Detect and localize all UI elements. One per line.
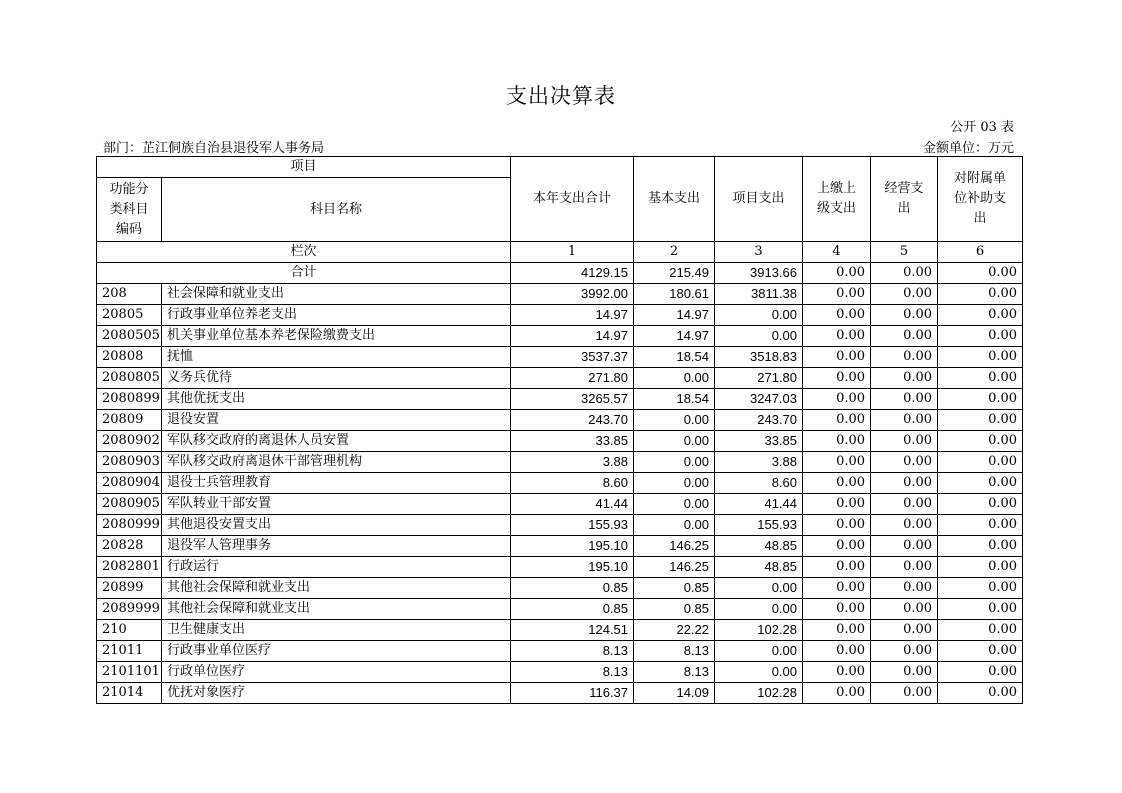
row-project: 33.85 — [715, 431, 803, 452]
row-subsidy: 0.00 — [938, 389, 1023, 410]
header-upper-line1: 上缴上 — [817, 181, 857, 196]
row-code: 2080905 — [97, 494, 162, 515]
header-subject-name: 科目名称 — [162, 178, 511, 242]
row-subsidy: 0.00 — [938, 641, 1023, 662]
table-row — [97, 557, 1023, 578]
row-business: 0.00 — [871, 599, 938, 620]
row-subsidy: 0.00 — [938, 347, 1023, 368]
table-row — [97, 431, 1023, 452]
header-subsidy-line2: 位补助支 — [954, 191, 1007, 206]
header-func-code-line1: 功能分 — [109, 181, 149, 197]
sum-upper: 0.00 — [803, 263, 871, 284]
row-basic: 14.09 — [634, 683, 715, 704]
row-total: 271.80 — [511, 368, 634, 389]
row-subject-name: 其他社会保障和就业支出 — [162, 599, 511, 620]
row-subject-name: 行政事业单位医疗 — [162, 641, 511, 662]
sum-total: 4129.15 — [511, 263, 634, 284]
table-row — [97, 473, 1023, 494]
row-subsidy: 0.00 — [938, 284, 1023, 305]
header-business — [871, 157, 938, 242]
row-total: 3537.37 — [511, 347, 634, 368]
row-subsidy: 0.00 — [938, 368, 1023, 389]
row-code: 2082801 — [97, 557, 162, 578]
table-row — [97, 389, 1023, 410]
table-row — [97, 683, 1023, 704]
row-total: 3.88 — [511, 452, 634, 473]
row-subsidy: 0.00 — [938, 557, 1023, 578]
row-subject-name: 抚恤 — [162, 347, 511, 368]
row-project: 271.80 — [715, 368, 803, 389]
row-code: 2080902 — [97, 431, 162, 452]
header-business-line1: 经营支 — [884, 181, 924, 196]
row-business: 0.00 — [871, 578, 938, 599]
row-total: 3992.00 — [511, 284, 634, 305]
row-project: 0.00 — [715, 662, 803, 683]
row-total: 33.85 — [511, 431, 634, 452]
row-total: 195.10 — [511, 557, 634, 578]
row-project: 243.70 — [715, 410, 803, 431]
row-code: 2080999 — [97, 515, 162, 536]
row-business: 0.00 — [871, 368, 938, 389]
row-upper: 0.00 — [803, 536, 871, 557]
table-row — [97, 620, 1023, 641]
row-business: 0.00 — [871, 389, 938, 410]
header-upper — [803, 157, 871, 242]
row-basic: 0.00 — [634, 452, 715, 473]
row-code: 2080805 — [97, 368, 162, 389]
row-basic: 146.25 — [634, 536, 715, 557]
row-project: 3811.38 — [715, 284, 803, 305]
row-upper: 0.00 — [803, 347, 871, 368]
row-upper: 0.00 — [803, 578, 871, 599]
table-row — [97, 641, 1023, 662]
row-basic: 22.22 — [634, 620, 715, 641]
row-project: 48.85 — [715, 536, 803, 557]
table-row — [97, 368, 1023, 389]
row-subsidy: 0.00 — [938, 305, 1023, 326]
row-total: 41.44 — [511, 494, 634, 515]
row-total: 0.85 — [511, 578, 634, 599]
row-total: 8.60 — [511, 473, 634, 494]
header-func-code-line2: 类科目 — [109, 201, 149, 217]
row-subsidy: 0.00 — [938, 431, 1023, 452]
row-subsidy: 0.00 — [938, 578, 1023, 599]
row-basic: 0.00 — [634, 431, 715, 452]
row-total: 155.93 — [511, 515, 634, 536]
row-total: 124.51 — [511, 620, 634, 641]
row-basic: 14.97 — [634, 305, 715, 326]
column-label: 栏次 — [97, 242, 511, 263]
row-subject-name: 军队转业干部安置 — [162, 494, 511, 515]
row-basic: 18.54 — [634, 389, 715, 410]
row-subject-name: 军队移交政府的离退休人员安置 — [162, 431, 511, 452]
row-subject-name: 机关事业单位基本养老保险缴费支出 — [162, 326, 511, 347]
table-row — [97, 326, 1023, 347]
table-row — [97, 494, 1023, 515]
row-project: 41.44 — [715, 494, 803, 515]
row-subject-name: 行政运行 — [162, 557, 511, 578]
row-upper: 0.00 — [803, 683, 871, 704]
row-subsidy: 0.00 — [938, 515, 1023, 536]
row-project: 102.28 — [715, 683, 803, 704]
header-business-line2: 出 — [897, 201, 911, 216]
row-business: 0.00 — [871, 494, 938, 515]
header-basic: 基本支出 — [634, 157, 715, 242]
row-upper: 0.00 — [803, 599, 871, 620]
header-project: 项目支出 — [715, 157, 803, 242]
sum-business: 0.00 — [871, 263, 938, 284]
row-business: 0.00 — [871, 662, 938, 683]
row-business: 0.00 — [871, 284, 938, 305]
row-subject-name: 其他优抚支出 — [162, 389, 511, 410]
sum-basic: 215.49 — [634, 263, 715, 284]
row-basic: 0.00 — [634, 515, 715, 536]
department-label: 部门：芷江侗族自治县退役军人事务局 — [103, 141, 325, 156]
column-number-6: 6 — [938, 242, 1023, 263]
row-business: 0.00 — [871, 641, 938, 662]
row-subject-name: 退役军人管理事务 — [162, 536, 511, 557]
row-basic: 146.25 — [634, 557, 715, 578]
column-number-4: 4 — [803, 242, 871, 263]
row-subsidy: 0.00 — [938, 620, 1023, 641]
row-code: 2080903 — [97, 452, 162, 473]
row-subject-name: 其他社会保障和就业支出 — [162, 578, 511, 599]
row-subsidy: 0.00 — [938, 452, 1023, 473]
form-number: 公开 03 表 — [950, 120, 1014, 135]
row-subsidy: 0.00 — [938, 473, 1023, 494]
row-upper: 0.00 — [803, 305, 871, 326]
row-project: 0.00 — [715, 599, 803, 620]
row-upper: 0.00 — [803, 557, 871, 578]
row-upper: 0.00 — [803, 662, 871, 683]
header-func-code-line3: 编码 — [115, 221, 142, 237]
table-row — [97, 536, 1023, 557]
row-upper: 0.00 — [803, 452, 871, 473]
header-total: 本年支出合计 — [511, 157, 634, 242]
row-project: 0.00 — [715, 305, 803, 326]
row-project: 102.28 — [715, 620, 803, 641]
row-code: 2101101 — [97, 662, 162, 683]
row-business: 0.00 — [871, 536, 938, 557]
table-row — [97, 410, 1023, 431]
row-total: 8.13 — [511, 641, 634, 662]
header-subsidy-line3: 出 — [973, 211, 987, 226]
sum-label: 合计 — [97, 263, 511, 284]
row-subsidy: 0.00 — [938, 599, 1023, 620]
row-code: 20805 — [97, 305, 162, 326]
row-business: 0.00 — [871, 326, 938, 347]
row-upper: 0.00 — [803, 284, 871, 305]
row-business: 0.00 — [871, 557, 938, 578]
row-total: 243.70 — [511, 410, 634, 431]
row-basic: 14.97 — [634, 326, 715, 347]
sum-subsidy: 0.00 — [938, 263, 1023, 284]
row-subject-name: 行政事业单位养老支出 — [162, 305, 511, 326]
row-basic: 18.54 — [634, 347, 715, 368]
row-subject-name: 卫生健康支出 — [162, 620, 511, 641]
table-row — [97, 284, 1023, 305]
row-project: 0.00 — [715, 326, 803, 347]
row-code: 20899 — [97, 578, 162, 599]
row-subject-name: 行政单位医疗 — [162, 662, 511, 683]
row-basic: 8.13 — [634, 662, 715, 683]
header-item: 项目 — [97, 157, 511, 178]
expenditure-table — [96, 156, 1023, 704]
header-row-item — [97, 157, 1023, 178]
row-upper: 0.00 — [803, 410, 871, 431]
row-business: 0.00 — [871, 347, 938, 368]
unit-label: 金额单位：万元 — [922, 141, 1014, 156]
header-row-column-numbers — [97, 242, 1023, 263]
row-upper: 0.00 — [803, 368, 871, 389]
table-row — [97, 515, 1023, 536]
table-row — [97, 662, 1023, 683]
header-subsidy — [938, 157, 1023, 242]
row-business: 0.00 — [871, 620, 938, 641]
column-number-5: 5 — [871, 242, 938, 263]
row-subject-name: 退役士兵管理教育 — [162, 473, 511, 494]
row-subject-name: 义务兵优待 — [162, 368, 511, 389]
row-project: 0.00 — [715, 578, 803, 599]
row-subject-name: 优抚对象医疗 — [162, 683, 511, 704]
row-total: 8.13 — [511, 662, 634, 683]
table-row — [97, 599, 1023, 620]
row-project: 8.60 — [715, 473, 803, 494]
row-upper: 0.00 — [803, 620, 871, 641]
table-row — [97, 452, 1023, 473]
row-basic: 0.00 — [634, 410, 715, 431]
row-subject-name: 军队移交政府离退休干部管理机构 — [162, 452, 511, 473]
row-upper: 0.00 — [803, 515, 871, 536]
row-upper: 0.00 — [803, 641, 871, 662]
table-row — [97, 347, 1023, 368]
row-code: 20828 — [97, 536, 162, 557]
row-basic: 8.13 — [634, 641, 715, 662]
row-business: 0.00 — [871, 683, 938, 704]
sum-row — [97, 263, 1023, 284]
row-subsidy: 0.00 — [938, 536, 1023, 557]
row-project: 3247.03 — [715, 389, 803, 410]
row-code: 208 — [97, 284, 162, 305]
sum-project: 3913.66 — [715, 263, 803, 284]
column-number-2: 2 — [634, 242, 715, 263]
row-business: 0.00 — [871, 452, 938, 473]
row-total: 14.97 — [511, 326, 634, 347]
column-number-1: 1 — [511, 242, 634, 263]
row-total: 3265.57 — [511, 389, 634, 410]
row-basic: 0.00 — [634, 473, 715, 494]
row-basic: 0.00 — [634, 368, 715, 389]
row-code: 2080505 — [97, 326, 162, 347]
row-subsidy: 0.00 — [938, 494, 1023, 515]
row-code: 2080899 — [97, 389, 162, 410]
row-business: 0.00 — [871, 305, 938, 326]
row-code: 2089999 — [97, 599, 162, 620]
row-project: 3518.83 — [715, 347, 803, 368]
row-total: 195.10 — [511, 536, 634, 557]
row-subject-name: 其他退役安置支出 — [162, 515, 511, 536]
row-subsidy: 0.00 — [938, 683, 1023, 704]
row-upper: 0.00 — [803, 431, 871, 452]
row-subject-name: 退役安置 — [162, 410, 511, 431]
row-project: 155.93 — [715, 515, 803, 536]
row-basic: 0.00 — [634, 494, 715, 515]
row-subsidy: 0.00 — [938, 410, 1023, 431]
row-subject-name: 社会保障和就业支出 — [162, 284, 511, 305]
row-code: 20808 — [97, 347, 162, 368]
row-total: 116.37 — [511, 683, 634, 704]
column-number-3: 3 — [715, 242, 803, 263]
row-business: 0.00 — [871, 473, 938, 494]
row-total: 0.85 — [511, 599, 634, 620]
row-upper: 0.00 — [803, 473, 871, 494]
row-basic: 0.85 — [634, 578, 715, 599]
header-upper-line2: 级支出 — [817, 201, 857, 216]
table-row — [97, 305, 1023, 326]
row-code: 21011 — [97, 641, 162, 662]
row-upper: 0.00 — [803, 326, 871, 347]
row-basic: 180.61 — [634, 284, 715, 305]
row-subsidy: 0.00 — [938, 326, 1023, 347]
row-business: 0.00 — [871, 431, 938, 452]
page-title: 支出决算表 — [506, 84, 616, 108]
row-total: 14.97 — [511, 305, 634, 326]
row-project: 48.85 — [715, 557, 803, 578]
header-subsidy-line1: 对附属单 — [954, 171, 1007, 186]
row-code: 21014 — [97, 683, 162, 704]
row-code: 2080904 — [97, 473, 162, 494]
row-business: 0.00 — [871, 410, 938, 431]
row-upper: 0.00 — [803, 389, 871, 410]
row-business: 0.00 — [871, 515, 938, 536]
row-code: 210 — [97, 620, 162, 641]
table-row — [97, 578, 1023, 599]
header-func-code — [97, 178, 162, 242]
row-basic: 0.85 — [634, 599, 715, 620]
row-subsidy: 0.00 — [938, 662, 1023, 683]
row-upper: 0.00 — [803, 494, 871, 515]
row-project: 3.88 — [715, 452, 803, 473]
row-code: 20809 — [97, 410, 162, 431]
row-project: 0.00 — [715, 641, 803, 662]
